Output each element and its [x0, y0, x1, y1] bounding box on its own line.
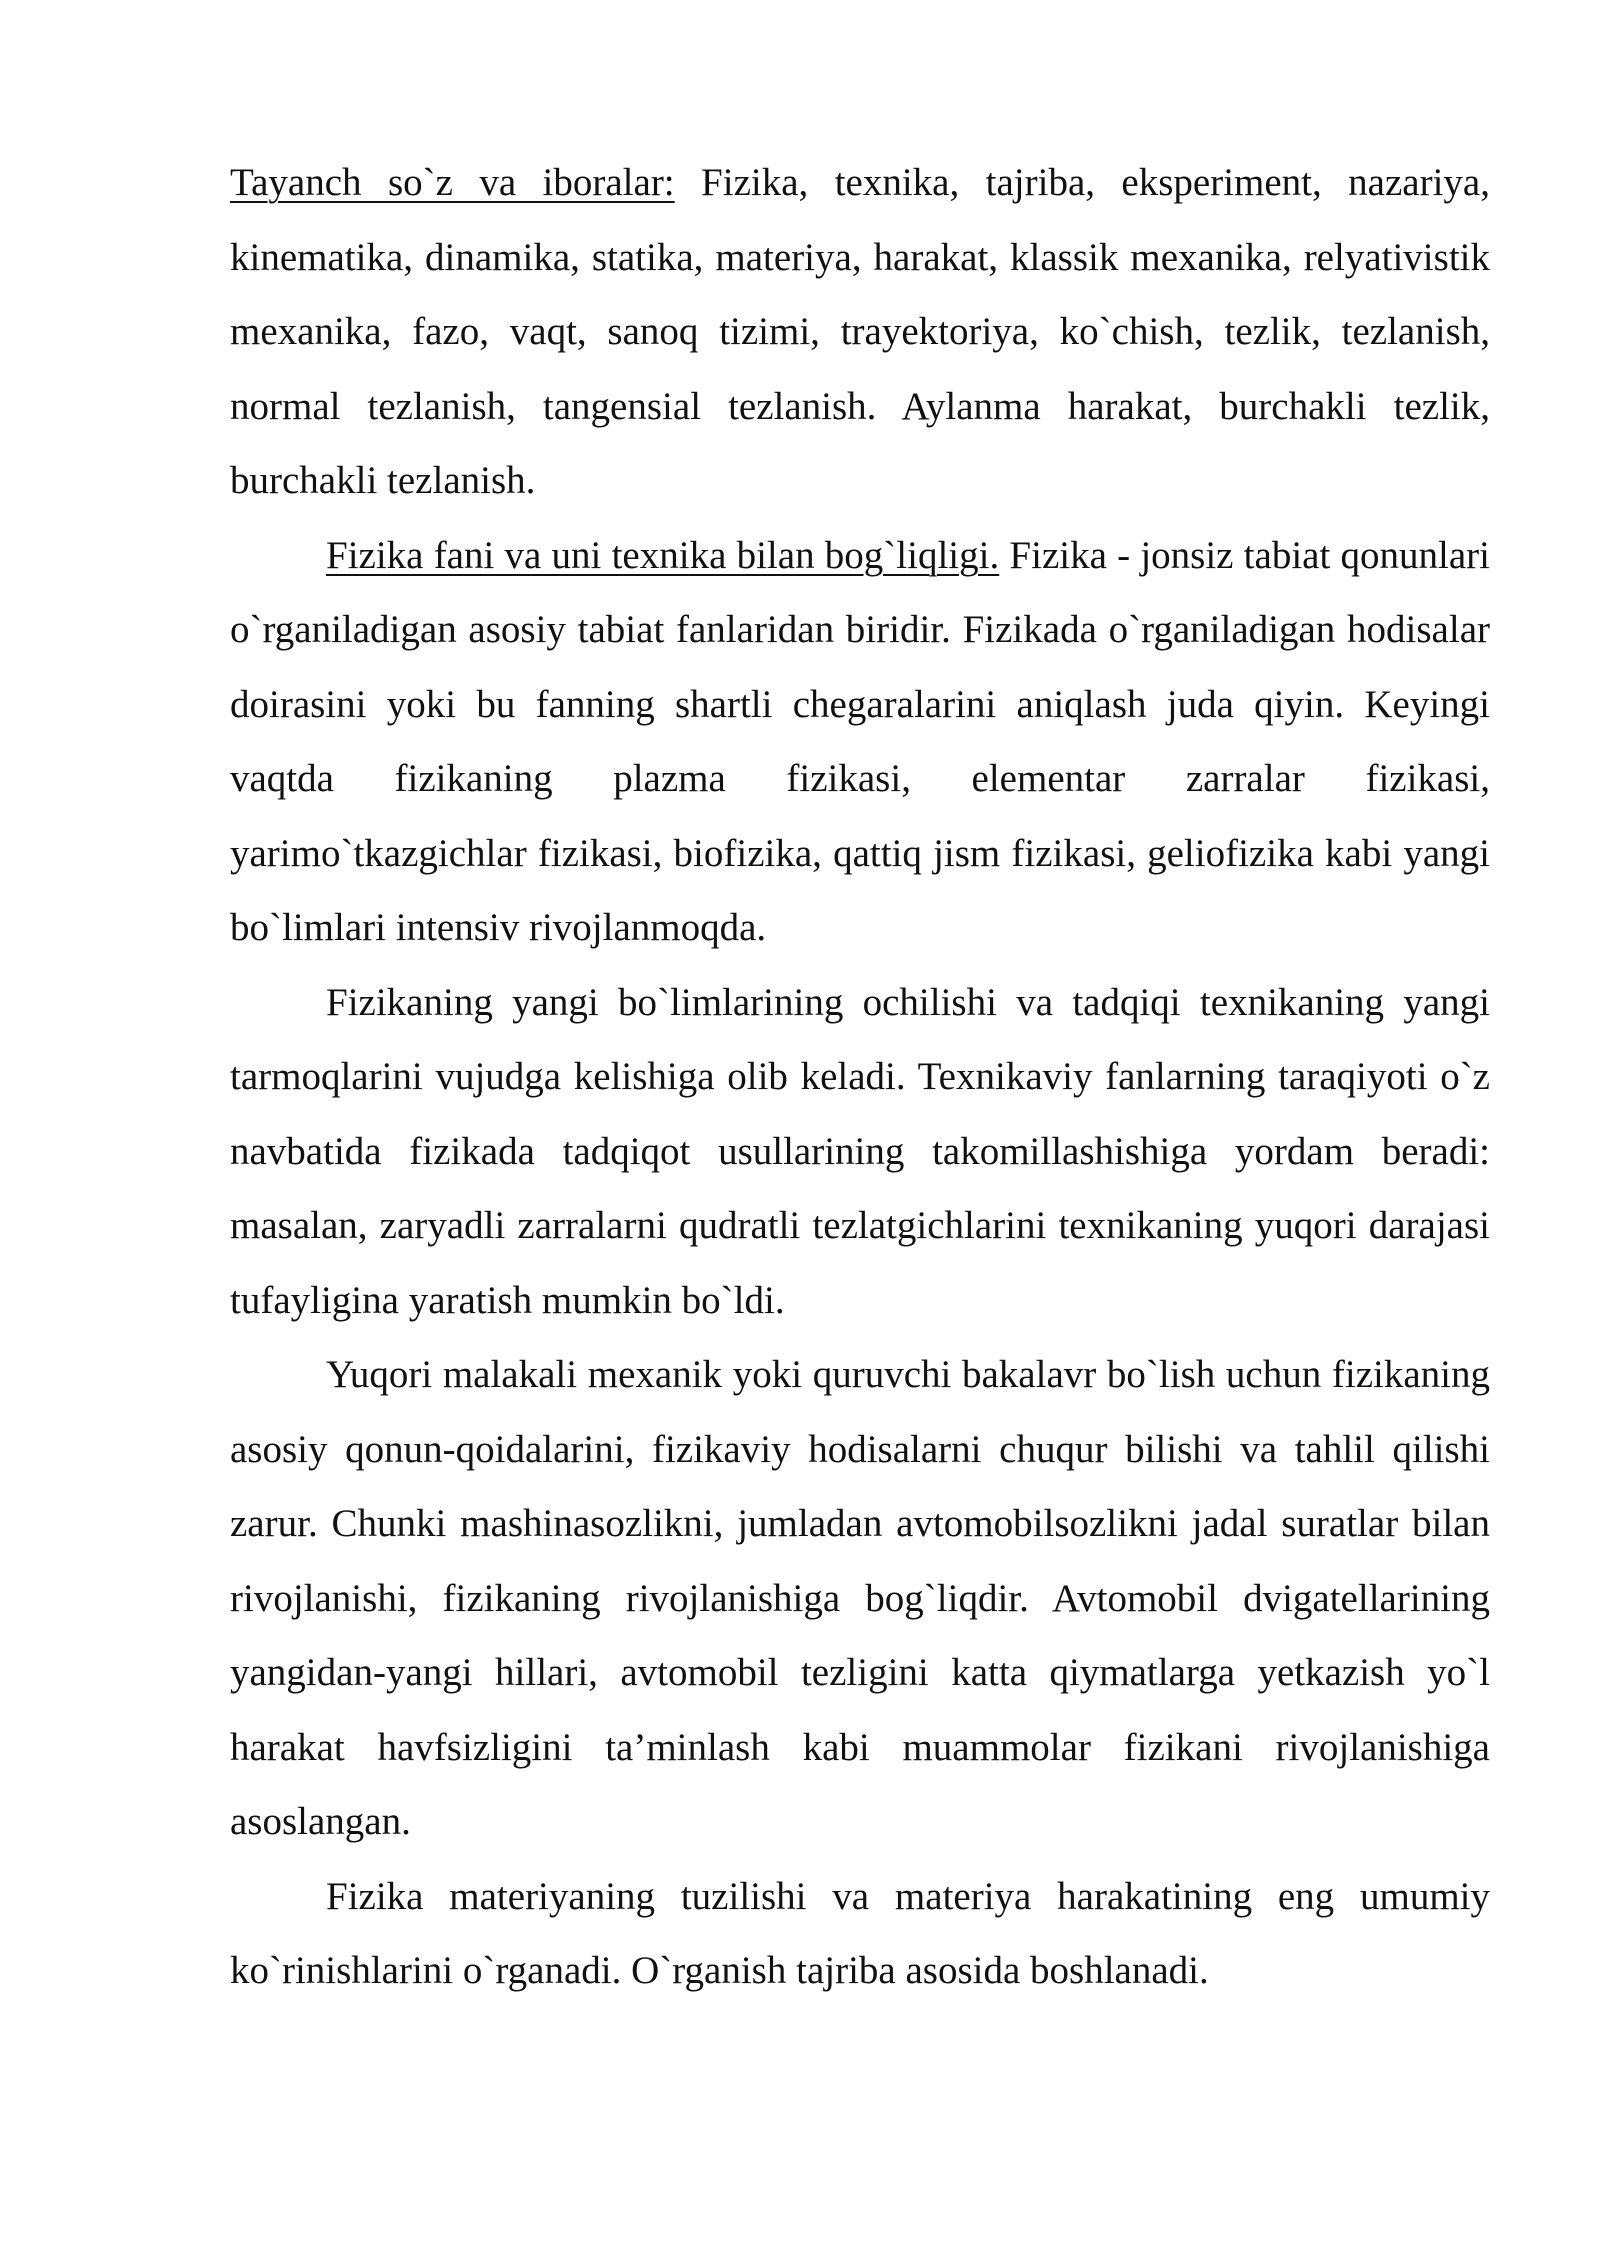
keywords-paragraph [230, 146, 1490, 519]
body-paragraph: Fizika materiyaning tuzilishi va materiya harakatining eng umumiy ko`rinishlarini o`rganadi. O`rganish tajriba asosida boshlanadi. [230, 1874, 1490, 1992]
section-heading: Fizika fani va uni texnika bilan bog`liqligi. [326, 533, 1000, 577]
keywords-label: Tayanch so`z va iboralar: [230, 161, 675, 204]
keywords-text: Fizika, texnika, tajriba, eksperiment, nazariya, kinematika, dinamika, statika, materiya, harakat, klassik mexanika, relyativistik mexanika, fazo, vaqt, sanoq tizimi, trayektoriya, ko`chish, tezlik, tezlanish, normal tezlanish, tangensial tezlanish. Aylanma harakat, burchakli tezlik, burchakli tezlanish. [230, 161, 1490, 502]
document-page [230, 146, 1490, 2009]
body-paragraph: Yuqori malakali mexanik yoki quruvchi bakalavr bo`lish uchun fizikaning asosiy qonun-qoidalarini, fizikaviy hodisalarni chuqur bilishi va tahlil qilishi zarur. Chunki mashinasozlikni, jumladan avtomobilsozlikni jadal suratlar bilan rivojlanishi, fizikaning rivojlanishiga bog`liqdir. Avtomobil dvigatellarining yangidan-yangi hillari, avtomobil tezligini katta qiymatlarga yetkazish yo`l harakat havfsizligini ta’minlash kabi muammolar fizikani rivojlanishiga asoslangan. [230, 1353, 1490, 1843]
section-text: Fizika - jonsiz tabiat qonunlari o`rganiladigan asosiy tabiat fanlaridan biridir. Fizikada o`rganiladigan hodisalar doirasini yoki bu fanning shartli chegaralarini aniqlash juda qiyin. Keyingi vaqtda fizikaning plazma fizikasi, elementar zarralar fizikasi, yarimo`tkazgichlar fizikasi, biofizika, qattiq jism fizikasi, geliofizika kabi yangi bo`limlari intensiv rivojlanmoqda. [230, 533, 1490, 949]
section-paragraph [230, 519, 1490, 966]
body-paragraph: Fizikaning yangi bo`limlarining ochilishi va tadqiqi texnikaning yangi tarmoqlarini vujudga kelishiga olib keladi. Texnikaviy fanlarning taraqiyoti o`z navbatida fizikada tadqiqot usullarining takomillashishiga yordam beradi: masalan, zaryadli zarralarni qudratli tezlatgichlarini texnikaning yuqori darajasi tufayligina yaratish mumkin bo`ldi. [230, 980, 1490, 1322]
